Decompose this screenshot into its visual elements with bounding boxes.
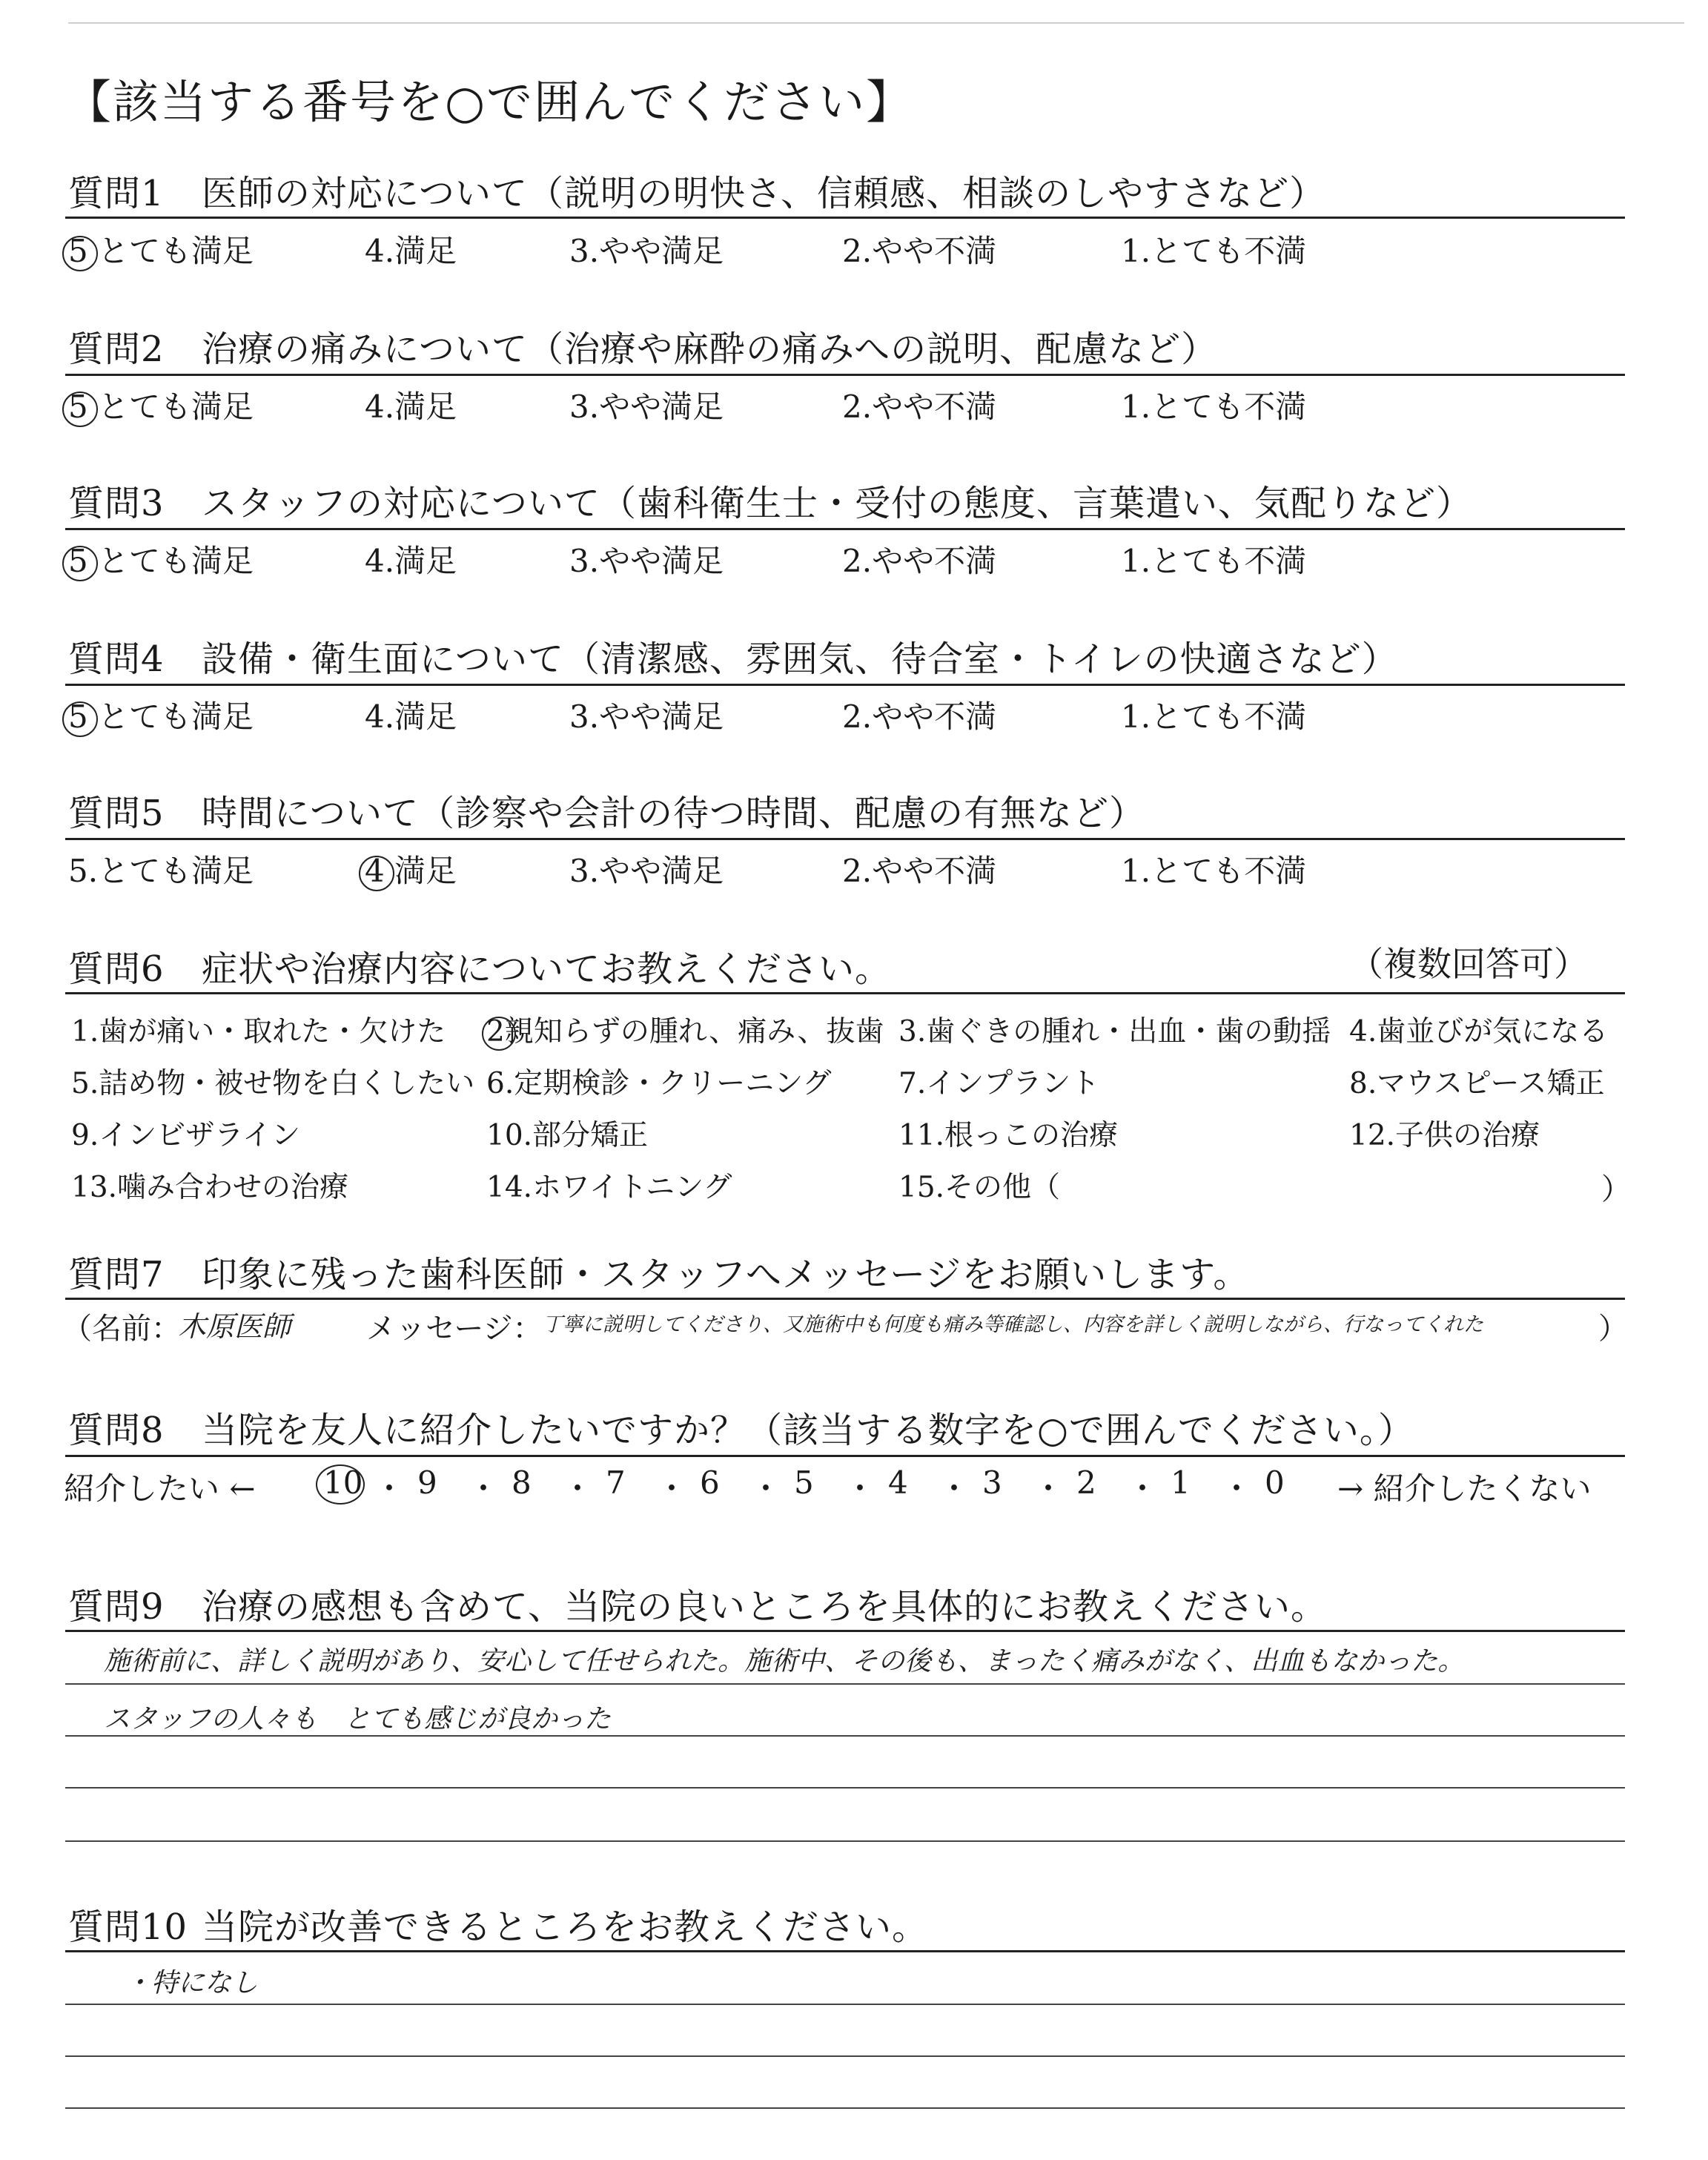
option-label: とても満足 bbox=[98, 389, 254, 425]
scale-separator: ・ bbox=[1033, 1470, 1065, 1507]
option-number: 5 bbox=[68, 389, 98, 425]
divider bbox=[65, 1298, 1625, 1300]
scale-separator: ・ bbox=[750, 1470, 782, 1507]
question-6-options bbox=[71, 1008, 1628, 1223]
scale-option[interactable]: 4 bbox=[888, 1464, 908, 1501]
rating-option[interactable] bbox=[1121, 227, 1306, 271]
option-label: やや満足 bbox=[599, 698, 724, 735]
option-number: 4. bbox=[365, 389, 395, 425]
option-label: 満足 bbox=[394, 389, 457, 425]
option-label: やや満足 bbox=[599, 543, 724, 579]
rating-option[interactable] bbox=[365, 227, 457, 271]
option-number: 5 bbox=[68, 233, 98, 269]
option-number: 5. bbox=[71, 1067, 99, 1100]
rating-option[interactable] bbox=[569, 537, 724, 581]
scale-separator: ・ bbox=[374, 1470, 406, 1507]
symptom-option[interactable] bbox=[486, 1112, 648, 1154]
answer-rule bbox=[65, 1735, 1625, 1737]
question-6-title bbox=[68, 940, 891, 991]
option-label: やや不満 bbox=[872, 543, 997, 579]
option-number: 2. bbox=[842, 543, 873, 579]
option-label: インプラント bbox=[926, 1067, 1100, 1100]
option-number: 14. bbox=[486, 1171, 533, 1204]
option-number: 2. bbox=[842, 698, 873, 735]
scale-option[interactable]: 1 bbox=[1171, 1464, 1191, 1501]
symptom-option[interactable] bbox=[898, 1060, 1099, 1102]
question-2-options bbox=[68, 383, 1625, 427]
option-label: とても不満 bbox=[1151, 853, 1307, 889]
answer-line: スタッフの人々も とても感じが良かった bbox=[104, 1704, 612, 1734]
scale-separator: ・ bbox=[1127, 1470, 1159, 1507]
question-1-options bbox=[68, 227, 1625, 271]
symptom-option[interactable] bbox=[1349, 1060, 1605, 1102]
option-label: やや満足 bbox=[599, 233, 724, 269]
option-number: 2 bbox=[486, 1015, 505, 1048]
option-number: 3. bbox=[898, 1015, 927, 1048]
symptom-option[interactable] bbox=[1349, 1008, 1608, 1050]
option-number: 5 bbox=[68, 698, 98, 735]
divider bbox=[65, 838, 1625, 840]
option-label: 満足 bbox=[394, 233, 457, 269]
option-number: 1. bbox=[1121, 543, 1151, 579]
name-value: 木原医師 bbox=[178, 1310, 291, 1343]
rating-option[interactable] bbox=[68, 383, 254, 427]
question-9-title bbox=[68, 1578, 1327, 1629]
symptom-option[interactable] bbox=[1349, 1112, 1540, 1154]
option-number: 1. bbox=[71, 1015, 99, 1048]
question-text: 印象に残った歯科医師・スタッフへメッセージをお願いします。 bbox=[202, 1254, 1250, 1295]
option-label: マウスピース矯正 bbox=[1377, 1067, 1605, 1100]
name-label: （名前： bbox=[62, 1312, 181, 1346]
option-number: 2. bbox=[842, 389, 873, 425]
option-number: 13. bbox=[71, 1171, 118, 1204]
question-number: 質問7 bbox=[68, 1254, 165, 1295]
divider bbox=[65, 1950, 1625, 1952]
question-1-title bbox=[68, 165, 1325, 216]
scale-option[interactable]: 5 bbox=[794, 1464, 814, 1501]
option-label: とても不満 bbox=[1151, 233, 1307, 269]
rating-option[interactable] bbox=[1121, 693, 1306, 737]
symptom-option[interactable] bbox=[898, 1008, 1331, 1050]
option-number: 3. bbox=[569, 543, 600, 579]
option-label: 部分矯正 bbox=[532, 1119, 649, 1152]
option-number: 15. bbox=[898, 1171, 945, 1204]
scale-option[interactable]: 6 bbox=[700, 1464, 720, 1501]
option-label: その他（ bbox=[944, 1171, 1061, 1204]
scale-option[interactable]: 8 bbox=[512, 1464, 532, 1501]
rating-option[interactable] bbox=[842, 537, 996, 581]
option-label: とても不満 bbox=[1151, 389, 1307, 425]
rating-option[interactable] bbox=[569, 383, 724, 427]
option-number: 10. bbox=[486, 1119, 533, 1152]
message-close-paren: ） bbox=[1598, 1312, 1628, 1346]
divider bbox=[65, 1630, 1625, 1632]
option-label: やや不満 bbox=[872, 853, 997, 889]
option-number: 5. bbox=[68, 853, 99, 889]
question-10-title bbox=[68, 1898, 928, 1949]
question-text: 当院を友人に紹介したいですか？（該当する数字を○で囲んでください。） bbox=[202, 1410, 1414, 1451]
question-text: 当院が改善できるところをお教えください。 bbox=[202, 1906, 929, 1948]
rating-option[interactable] bbox=[569, 227, 724, 271]
option-number: 1. bbox=[1121, 698, 1151, 735]
question-4-options bbox=[68, 693, 1625, 737]
page-title: 【該当する番号を○で囲んでください】 bbox=[65, 75, 914, 129]
question-text: 症状や治療内容についてお教えください。 bbox=[202, 948, 892, 990]
question-7-title bbox=[68, 1246, 1249, 1297]
scale-left-label: 紹介したい ← bbox=[64, 1470, 256, 1507]
symptom-option[interactable] bbox=[486, 1060, 831, 1102]
option-label: 定期検診・クリーニング bbox=[514, 1067, 832, 1100]
rating-option[interactable] bbox=[365, 847, 457, 891]
option-number: 11. bbox=[898, 1119, 945, 1152]
option-label: やや不満 bbox=[872, 233, 997, 269]
question-text: 設備・衛生面について（清潔感、雰囲気、待合室・トイレの快適さなど） bbox=[202, 638, 1398, 680]
question-number: 質問6 bbox=[68, 948, 165, 990]
option-number: 3. bbox=[569, 698, 600, 735]
option-label: ホワイトニング bbox=[532, 1171, 732, 1204]
option-label: とても満足 bbox=[98, 233, 254, 269]
scale-option[interactable]: 10 bbox=[323, 1464, 363, 1501]
symptom-option[interactable] bbox=[486, 1164, 732, 1206]
question-number: 質問10 bbox=[68, 1906, 188, 1948]
rating-option[interactable] bbox=[68, 227, 254, 271]
divider bbox=[65, 992, 1625, 994]
divider bbox=[65, 217, 1625, 219]
option-number: 4. bbox=[365, 543, 395, 579]
option-number: 3. bbox=[569, 389, 600, 425]
option-number: 4 bbox=[365, 853, 394, 889]
answer-line: ・特になし bbox=[125, 1968, 259, 1998]
question-number: 質問1 bbox=[68, 173, 165, 214]
question-number: 質問4 bbox=[68, 638, 165, 680]
scale-right-label: → 紹介したくない bbox=[1337, 1470, 1592, 1507]
scale-separator: ・ bbox=[939, 1470, 970, 1507]
answer-rule bbox=[65, 1840, 1625, 1842]
symptom-option[interactable] bbox=[898, 1112, 1118, 1154]
question-text: 治療の痛みについて（治療や麻酔の痛みへの説明、配慮など） bbox=[202, 328, 1218, 370]
option-label: やや不満 bbox=[872, 698, 997, 735]
message-row bbox=[62, 1305, 1626, 1350]
option-number: 2. bbox=[842, 853, 873, 889]
question-number: 質問8 bbox=[68, 1410, 165, 1451]
question-text: 医師の対応について（説明の明快さ、信頼感、相談のしやすさなど） bbox=[202, 173, 1326, 214]
option-number: 2. bbox=[842, 233, 873, 269]
option-label: 噛み合わせの治療 bbox=[117, 1171, 349, 1204]
rating-option[interactable] bbox=[569, 693, 724, 737]
rating-option[interactable] bbox=[365, 383, 457, 427]
rating-option[interactable] bbox=[68, 847, 254, 891]
option-label: 歯が痛い・取れた・欠けた bbox=[99, 1015, 446, 1048]
message-value: 丁寧に説明してくださり、又施術中も何度も痛み等確認し、内容を詳しく説明しながら、行なってくれた bbox=[543, 1313, 1483, 1336]
option-number: 4. bbox=[1349, 1015, 1377, 1048]
option-number: 8. bbox=[1349, 1067, 1377, 1100]
rating-option[interactable] bbox=[1121, 383, 1306, 427]
question-number: 質問5 bbox=[68, 793, 165, 834]
question-2-title bbox=[68, 320, 1217, 371]
message-label: メッセージ： bbox=[366, 1312, 543, 1346]
recommend-scale bbox=[64, 1464, 1635, 1509]
rating-option[interactable] bbox=[842, 227, 996, 271]
question-3-options bbox=[68, 537, 1625, 581]
option-label: やや満足 bbox=[599, 389, 724, 425]
rating-option[interactable] bbox=[842, 847, 996, 891]
divider bbox=[65, 1455, 1625, 1457]
symptom-option[interactable] bbox=[486, 1008, 884, 1050]
option-label: とても満足 bbox=[98, 853, 254, 889]
rating-option[interactable] bbox=[842, 693, 996, 737]
symptom-option[interactable] bbox=[898, 1164, 1060, 1206]
option-number: 1. bbox=[1121, 233, 1151, 269]
rating-option[interactable] bbox=[365, 537, 457, 581]
option-number: 9. bbox=[71, 1119, 99, 1152]
rating-option[interactable] bbox=[842, 383, 996, 427]
question-number: 質問2 bbox=[68, 328, 165, 370]
question-4-title bbox=[68, 630, 1398, 681]
option-label: 満足 bbox=[394, 853, 457, 889]
option-label: やや不満 bbox=[872, 389, 997, 425]
option-number: 4. bbox=[365, 233, 395, 269]
divider bbox=[65, 528, 1625, 530]
option-label: 歯並びが気になる bbox=[1377, 1015, 1609, 1048]
symptom-option[interactable] bbox=[71, 1164, 348, 1206]
option-label: やや満足 bbox=[599, 853, 724, 889]
answer-line: 施術前に、詳しく説明があり、安心して任せられた。施術中、その後も、まったく痛みがなく、出血もなかった。 bbox=[104, 1646, 1465, 1677]
scale-separator: ・ bbox=[1221, 1470, 1253, 1507]
scale-separator: ・ bbox=[468, 1470, 500, 1507]
question-3-title bbox=[68, 475, 1472, 526]
scale-separator: ・ bbox=[844, 1470, 876, 1507]
rating-option[interactable] bbox=[365, 693, 457, 737]
question-number: 質問9 bbox=[68, 1586, 165, 1628]
rating-option[interactable] bbox=[1121, 847, 1306, 891]
option-number: 3. bbox=[569, 233, 600, 269]
option-label: 歯ぐきの腫れ・出血・歯の動揺 bbox=[926, 1015, 1331, 1048]
option-number: 3. bbox=[569, 853, 600, 889]
answer-rule bbox=[65, 2055, 1625, 2057]
scale-separator: ・ bbox=[562, 1470, 594, 1507]
option-label: 根っこの治療 bbox=[944, 1119, 1119, 1152]
scale-option[interactable]: 9 bbox=[417, 1464, 437, 1501]
answer-rule bbox=[65, 2107, 1625, 2109]
rating-option[interactable] bbox=[68, 693, 254, 737]
option-label: とても満足 bbox=[98, 543, 254, 579]
option-number: 12. bbox=[1349, 1119, 1396, 1152]
option-number: 1. bbox=[1121, 853, 1151, 889]
symptom-option[interactable] bbox=[71, 1060, 474, 1102]
symptom-option[interactable] bbox=[71, 1112, 300, 1154]
answer-rule bbox=[65, 1683, 1625, 1685]
option-label: 親知らずの腫れ、痛み、抜歯 bbox=[504, 1015, 884, 1048]
scale-option[interactable]: 3 bbox=[982, 1464, 1002, 1501]
question-5-options bbox=[68, 847, 1625, 891]
divider bbox=[65, 374, 1625, 376]
other-close-paren: ） bbox=[1601, 1172, 1631, 1206]
option-number: 1. bbox=[1121, 389, 1151, 425]
symptom-option[interactable] bbox=[71, 1008, 446, 1050]
answer-rule bbox=[65, 2004, 1625, 2005]
rating-option[interactable] bbox=[1121, 537, 1306, 581]
scale-separator: ・ bbox=[656, 1470, 688, 1507]
divider bbox=[65, 684, 1625, 686]
question-text: スタッフの対応について（歯科衛生士・受付の態度、言葉遣い、気配りなど） bbox=[202, 483, 1473, 524]
option-label: 詰め物・被せ物を白くしたい bbox=[99, 1067, 475, 1100]
scale-option[interactable]: 2 bbox=[1076, 1464, 1096, 1501]
question-5-title bbox=[68, 785, 1145, 836]
option-label: とても不満 bbox=[1151, 543, 1307, 579]
option-label: とても満足 bbox=[98, 698, 254, 735]
option-number: 5 bbox=[68, 543, 98, 579]
option-label: とても不満 bbox=[1151, 698, 1307, 735]
question-text: 時間について（診察や会計の待つ時間、配慮の有無など） bbox=[202, 793, 1146, 834]
option-number: 7. bbox=[898, 1067, 927, 1100]
answer-rule bbox=[65, 1787, 1625, 1789]
top-border bbox=[68, 22, 1684, 24]
rating-option[interactable] bbox=[569, 847, 724, 891]
option-label: 満足 bbox=[394, 543, 457, 579]
scale-option[interactable]: 0 bbox=[1265, 1464, 1285, 1501]
option-label: 満足 bbox=[394, 698, 457, 735]
option-number: 4. bbox=[365, 698, 395, 735]
multiple-answers-note: （複数回答可） bbox=[1349, 944, 1588, 984]
rating-option[interactable] bbox=[68, 537, 254, 581]
question-text: 治療の感想も含めて、当院の良いところを具体的にお教えください。 bbox=[202, 1586, 1328, 1628]
question-8-title bbox=[68, 1401, 1414, 1453]
scale-option[interactable]: 7 bbox=[606, 1464, 626, 1501]
option-label: インビザライン bbox=[99, 1119, 301, 1152]
question-number: 質問3 bbox=[68, 483, 165, 524]
option-number: 6. bbox=[486, 1067, 514, 1100]
option-label: 子供の治療 bbox=[1395, 1119, 1540, 1152]
